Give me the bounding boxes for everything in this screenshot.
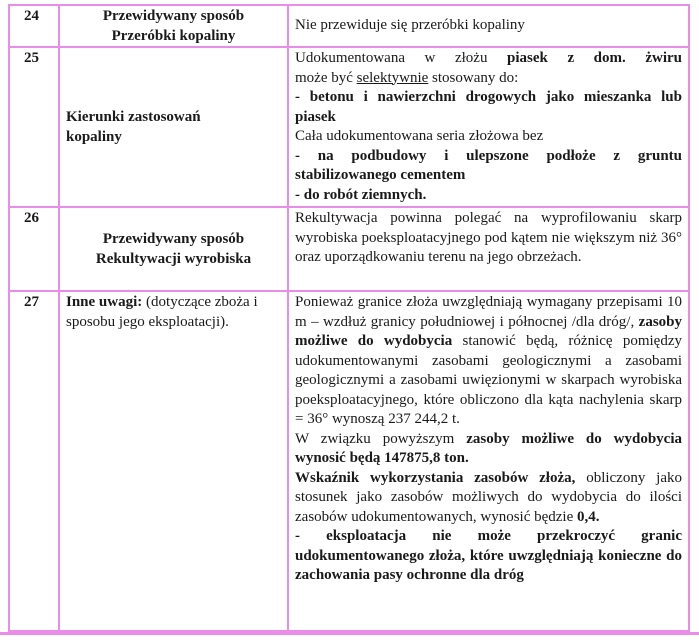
row-content bbox=[288, 5, 689, 47]
row-number: 26 bbox=[9, 207, 59, 291]
content-text-bold: 0,4. bbox=[577, 508, 600, 525]
row-content-text: Rekultywacja powinna polegać na wyprofilowaniu skarp wyrobiska poeksploatacyjnego pod kątem nie większym niż 36° oraz uporządkowaniu terenu na jego obrzeżach. bbox=[295, 210, 682, 265]
content-text-bold: zasoby możliwe do wydobycia bbox=[295, 313, 682, 349]
row-label bbox=[59, 47, 288, 207]
content-line: - do robót ziemnych. bbox=[295, 186, 427, 203]
row-label-line: Kierunki zastosowań bbox=[66, 109, 201, 125]
content-text-bold: zasoby możliwe do wydobycia wynosić będą 147875,8 ton. bbox=[295, 430, 683, 466]
content-line: - na podbudowy i ulepszone podłoże z gruntu stabilizowanego cementem bbox=[295, 147, 682, 183]
content-paragraph: - eksploatacja nie może przekroczyć granic udokumentowanego złoża, które uwzględniają konieczne do zachowania pasy ochronne dla dróg bbox=[295, 528, 682, 583]
row-content bbox=[288, 291, 689, 631]
row-label-rest: (dotyczące zboża i sposobu jego eksploatacji). bbox=[66, 294, 258, 330]
content-text: stanowić będą, różnicę pomiędzy udokumentowanymi zasobami geologicznymi a zasobami geologicznymi a zasobami uwięzionymi w skarpach wyrobiska poeksploatacyjnego, które obliczono dla kąta nachylenia skarp = 36° wynoszą 237 244,2 t. bbox=[295, 333, 682, 427]
content-text: może być bbox=[295, 69, 357, 86]
row-label-line: Przewidywany sposób bbox=[102, 8, 245, 24]
deposit-info-table bbox=[8, 4, 690, 632]
content-text-bold: piasek z dom. żwiru bbox=[507, 50, 682, 66]
content-line bbox=[295, 69, 682, 89]
row-label-bold: Inne uwagi: bbox=[66, 294, 143, 310]
row-number: 25 bbox=[9, 47, 59, 207]
content-text: stosowany do: bbox=[428, 69, 519, 86]
row-number: 24 bbox=[9, 5, 59, 47]
row-label bbox=[59, 291, 288, 631]
page-bottom-border bbox=[0, 632, 699, 635]
row-content bbox=[288, 47, 689, 207]
content-paragraph bbox=[295, 293, 682, 430]
content-text: Ponieważ granice złoża uwzględniają wymagany przepisami 10 m – wzdłuż granicy południowej i północnej /dla dróg/, bbox=[295, 294, 682, 330]
table-row bbox=[9, 47, 689, 207]
row-content bbox=[288, 207, 689, 291]
row-number: 27 bbox=[9, 291, 59, 631]
content-line bbox=[295, 49, 682, 69]
row-label bbox=[59, 5, 288, 47]
content-text: W związku powyższym bbox=[295, 430, 467, 447]
row-label-line: Rekultywacji wyrobiska bbox=[95, 250, 252, 267]
content-paragraph bbox=[295, 430, 682, 469]
content-text-bold: Wskaźnik wykorzystania zasobów złoża, bbox=[295, 469, 576, 486]
table-row bbox=[9, 291, 689, 631]
content-line: - betonu i nawierzchni drogowych jako mieszanka lub piasek bbox=[295, 89, 682, 125]
content-text-underlined: selektywnie bbox=[356, 69, 429, 86]
row-label-line: kopaliny bbox=[66, 128, 122, 145]
content-text: Udokumentowana w złożu bbox=[295, 50, 508, 66]
table-row bbox=[9, 207, 689, 291]
content-text: obliczony jako stosunek jako zasobów możliwych do wydobycia do ilości zasobów udokumentowanych, wynosić będzie bbox=[295, 469, 682, 525]
row-label-line: Przewidywany sposób bbox=[102, 231, 245, 247]
row-label bbox=[59, 207, 288, 291]
table-row bbox=[9, 5, 689, 47]
row-content-text: Nie przewiduje się przeróbki kopaliny bbox=[295, 17, 525, 33]
content-line: Cała udokumentowana seria złożowa bez bbox=[295, 128, 544, 144]
row-label-line: Przeróbki kopaliny bbox=[111, 27, 236, 44]
content-paragraph bbox=[295, 469, 682, 528]
